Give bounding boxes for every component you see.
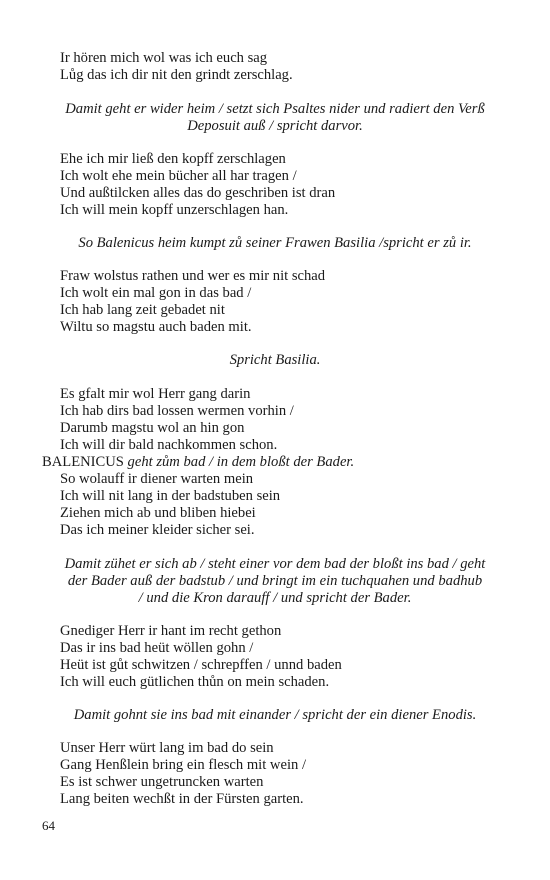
stage-direction: Spricht Basilia. bbox=[229, 352, 321, 368]
verse-line: Ehe ich mir ließ den kopff zerschlagen bbox=[60, 151, 286, 167]
verse-line: Fraw wolstus rathen und wer es mir nit schad bbox=[60, 268, 326, 284]
verse-line: Lůg das ich dir nit den grindt zerschlag. bbox=[60, 67, 293, 83]
stage-direction: So Balenicus heim kumpt zů seiner Frawen Basilia /spricht er zů ir. bbox=[78, 235, 472, 251]
verse-line: Und außtilcken alles das do geschriben ist dran bbox=[60, 185, 336, 201]
verse-line: Darumb magstu wol an hin gon bbox=[60, 420, 245, 436]
verse-line: Ziehen mich ab und bliben hiebei bbox=[60, 505, 256, 521]
verse-line: Wiltu so magstu auch baden mit. bbox=[60, 319, 252, 335]
verse-line: Gnediger Herr ir hant im recht gethon bbox=[60, 623, 282, 639]
stage-direction: Deposuit auß / spricht darvor. bbox=[187, 118, 363, 134]
stage-direction: Damit geht er wider heim / setzt sich Psaltes nider und radiert den Verß bbox=[65, 101, 485, 117]
verse-line: Es ist schwer ungetruncken warten bbox=[60, 774, 264, 790]
verse-line: Ich will dir bald nachkommen schon. bbox=[60, 437, 278, 453]
verse-line: So wolauff ir diener warten mein bbox=[60, 471, 254, 487]
verse-line: Ich hab lang zeit gebadet nit bbox=[60, 302, 225, 318]
verse-line: Ich will nit lang in der badstuben sein bbox=[60, 488, 281, 504]
speaker-action: geht zům bad / in dem bloßt der Bader. bbox=[123, 454, 355, 470]
verse-line: Das ir ins bad heüt wöllen gohn / bbox=[60, 640, 254, 656]
verse-line: Ich will mein kopff unzerschlagen han. bbox=[60, 202, 289, 218]
verse-line: Ich hab dirs bad lossen wermen vorhin / bbox=[60, 403, 294, 419]
stage-direction: Damit gohnt sie ins bad mit einander / spricht der ein diener Enodis. bbox=[73, 707, 477, 723]
verse-line: Ich wolt ehe mein bücher all har tragen / bbox=[60, 168, 297, 184]
page-number: 64 bbox=[42, 818, 55, 833]
verse-line: Ich wolt ein mal gon in das bad / bbox=[60, 285, 252, 301]
verse-line: Das ich meiner kleider sicher sei. bbox=[60, 522, 255, 538]
stage-direction: Damit zühet er sich ab / steht einer vor dem bad der bloßt ins bad / geht bbox=[64, 556, 486, 572]
speaker-name: BALENICUS bbox=[42, 454, 124, 470]
verse-line: Gang Henßlein bring ein flesch mit wein / bbox=[60, 757, 307, 773]
verse-line: Ir hören mich wol was ich euch sag bbox=[60, 50, 268, 66]
verse-line: Ich will euch gütlichen thůn on mein schaden. bbox=[60, 674, 330, 690]
stage-direction: der Bader auß der badstub / und bringt im ein tuchquahen und badhub bbox=[67, 573, 483, 589]
verse-line: Es gfalt mir wol Herr gang darin bbox=[60, 386, 251, 402]
speaker-direction bbox=[42, 454, 354, 471]
verse-line: Unser Herr würt lang im bad do sein bbox=[60, 740, 274, 756]
stage-direction: / und die Kron darauff / und spricht der Bader. bbox=[138, 590, 412, 606]
verse-line: Heüt ist gůt schwitzen / schrepffen / unnd baden bbox=[60, 657, 342, 673]
verse-line: Lang beiten wechßt in der Fürsten garten. bbox=[60, 791, 304, 807]
